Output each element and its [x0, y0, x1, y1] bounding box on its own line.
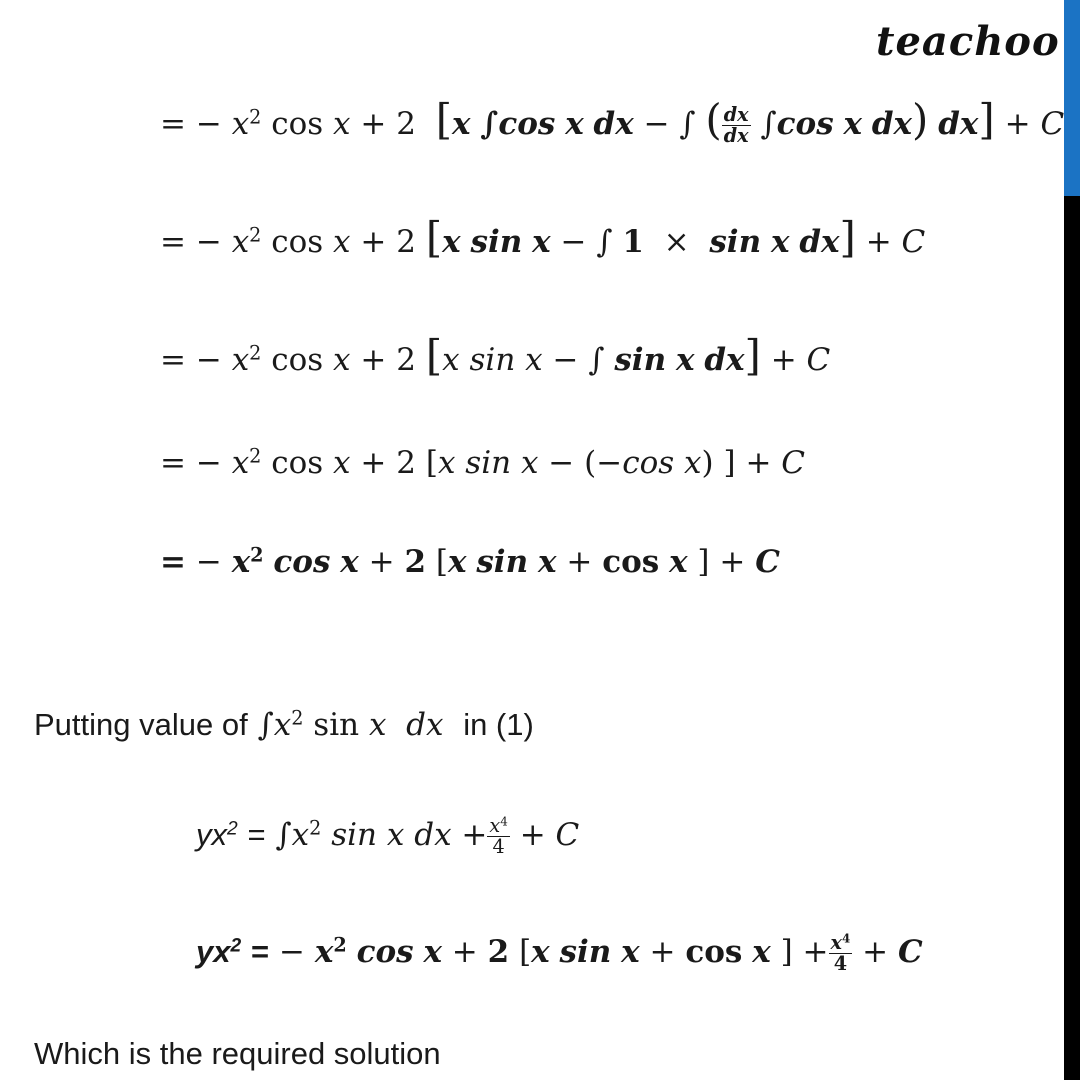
equation-step-1: = − $x^2$ cos x + 2 [x ∫cos x dx − ∫ ( $\frac{dx}{dx}$ ∫cos x dx) dx] + C	[160, 95, 1065, 147]
fraction-x4-over-4-bold: $\frac{x^4}{4}$	[830, 930, 851, 975]
equation-step-5-result: = − $x^2$ cos x + 2 [x sin x + cos x ] + C	[160, 543, 780, 580]
fraction-x4-over-4: $\frac{x^4}{4}$	[489, 813, 508, 858]
equation-yx2-integral: $yx^2 = \int x^2$ sin x dx + $\frac{x^4}{4}$ + C	[196, 813, 580, 858]
equation-yx2-final: $yx^2$ = − $x^2$ cos x + 2 [x sin x + cos x ] + $\frac{x^4}{4}$ + C	[196, 930, 923, 975]
fraction-dx-dx: $\frac{dx}{dx}$	[723, 102, 749, 147]
conclusion-text: Which is the required solution	[34, 1036, 441, 1071]
scrollbar-thumb[interactable]	[1064, 0, 1080, 196]
putting-value-line: Putting value of $\int x^2$ sin x dx in (1)	[34, 706, 534, 743]
equation-step-2: = − $x^2$ cos x + 2 [x sin x − ∫ 1 × sin x dx] + C	[160, 213, 926, 262]
scrollbar[interactable]	[1064, 0, 1080, 1080]
teachoo-logo: teachoo	[876, 18, 1060, 65]
equation-step-4: = − $x^2$ cos x + 2 [x sin x − (−cos x) ] + C	[160, 444, 806, 481]
equation-step-3: = − $x^2$ cos x + 2 [x sin x − ∫ sin x dx] + C	[160, 331, 831, 380]
